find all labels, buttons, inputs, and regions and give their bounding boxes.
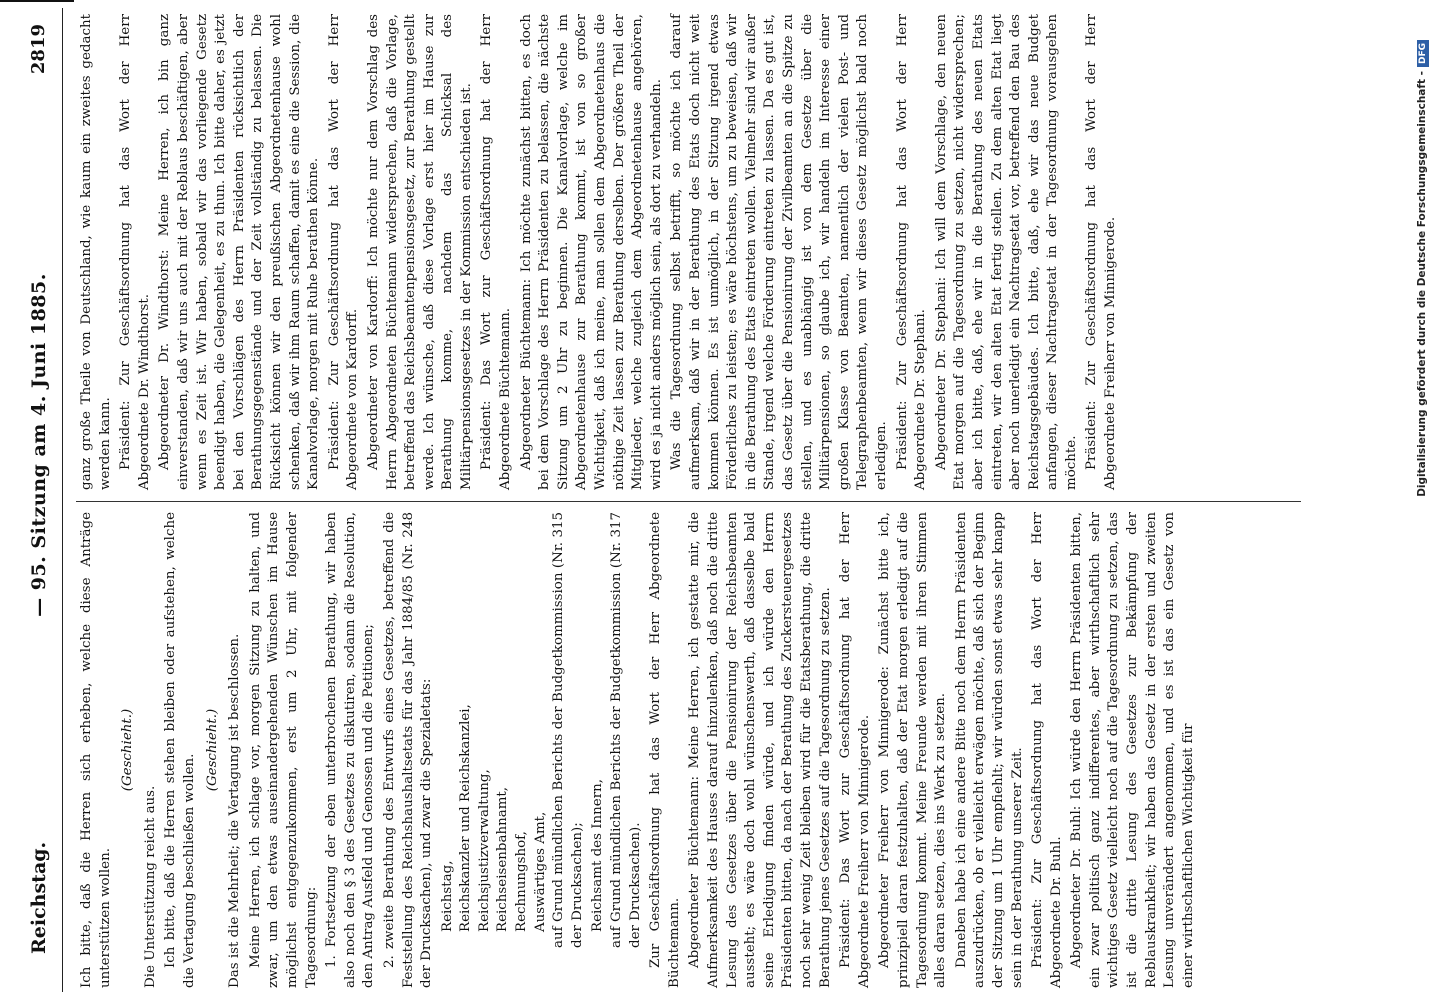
agenda-item: 2. zweite Berathung des Entwurfs eines Gesetzes, betreffend die Feststellung des Reichshaushaltsetats für das Jahr 1884/85 (Nr. 248 der Drucksachen), und zwar die Spezialetats: xyxy=(381,512,435,988)
column-divider xyxy=(76,501,1301,502)
header-session: — 95. Sitzung am 4. Juni 1885. xyxy=(28,273,50,617)
speech: Präsident: Das Wort zur Geschäftsordnung hat der Herr Abgeordnete Büchtemann. xyxy=(479,14,514,490)
agenda-note: auf Grund mündlichen Berichts der Budgetkommission (Nr. 317 der Drucksachen). xyxy=(609,512,643,948)
speech: Präsident: Zur Geschäftsordnung hat das Wort der Herr Abgeordnete von Kardorff. xyxy=(326,14,361,490)
speech: Abgeordneter Freiherr von Minnigerode: Zunächst bitte ich, prinzipiell daran festzuhalten, daß der Etat morgen erledigt auf die Tagesordnung kommt. Meine Freunde werden mit ihren Stimmen alles daran setzen, dies ins Werk zu setzen. xyxy=(877,512,949,988)
speech: Abgeordneter von Kardorff: Ich möchte nur dem Vorschlag des Herrn Abgeordneten Büchtemann widersprechen, daß die Vorlage, betreffend das Reichsbeamtenpensionsgesetz, zur Berathung gestellt werde. Ich wünsche, daß diese Vorlage erst hier im Hause zur Berathung komme, nachdem das Schicksal des Militärpensionsgesetzes in der Kommission entschieden ist. xyxy=(365,14,474,490)
agenda-subitem: Reichskanzler und Reichskanzlei, xyxy=(458,704,474,932)
page-header xyxy=(18,8,63,992)
agenda-subitem: Reichstag, xyxy=(439,860,455,932)
speech: Was die Tagesordnung selbst betrifft, so möchte ich darauf aufmerksam, daß wir in der Berathung des Etats doch nicht weit kommen können. Es ist unmöglich, in der Sitzung irgend etwas Förderliches zu leisten; es wäre höchstens, um zu beweisen, daß wir in die Berathung des Etats eintreten wollen. Vielmehr sind wir außer Stande, irgend welche Förderung eintreten zu lassen. Da es gut ist, das Gesetz über die Pensionirung der Zivilbeamten an die Spitze zu stellen, und es unabhängig ist von dem Gesetze über die Militärpensionen, so glaube ich, wir handeln im Interesse einer großen Klasse von Beamten, namentlich der vielen Post- und Telegraphenbeamten, wenn wir dieses Gesetz möglichst bald noch erledigen. xyxy=(669,14,889,490)
page-number: 2819 xyxy=(28,24,49,75)
speech: Abgeordneter Dr. Buhl: Ich würde den Herrn Präsidenten bitten, ein zwar politisch ganz indifferentes, aber wirthschaftlich sehr wichtiges Gesetz vielleicht noch auf die Tagesordnung zu setzen, das ist die dritte Lesung des Gesetzes zur Bekämpfung der Reblauskrankheit; wir haben das Gesetz in der ersten und zweiten Lesung unverändert angenommen, und es ist das ein Gesetz von einer wirthschaftlichen Wichtigkeit für xyxy=(1069,512,1196,988)
agenda-subitem: Auswärtiges Amt, xyxy=(532,811,548,932)
paragraph: Ich bitte, daß die Herren stehen bleiben oder aufstehen, welche die Vertagung beschließen wollen. xyxy=(163,512,197,988)
paragraph: Zur Geschäftsordnung hat das Wort der Herr Abgeordnete Büchtemann. xyxy=(648,512,682,988)
document-page xyxy=(18,8,1398,992)
speech: Abgeordneter Dr. Stephani: Ich will dem Vorschlage, den neuen Etat morgen auf die Tagesordnung zu setzen, nicht widersprechen; aber ich bitte, daß, ehe wir in die Berathung des neuen Etats eintreten, wir den alten Etat fertig stellen. Zu dem alten Etat liegt aber noch unerledigt ein Nachtragsetat vor, betreffend den Bau des Reichstagsgebäudes. Ich bitte, daß, ehe wir das neue Budget anfangen, dieser Nachtragsetat in der Tagesordnung vorausgehen möchte. xyxy=(933,14,1079,490)
speech: Präsident: Zur Geschäftsordnung hat das Wort der Herr Abgeordnete Freiherr von Minnigerode. xyxy=(1084,14,1119,490)
speech: Abgeordneter Büchtemann: Ich möchte zunächst bitten, es doch bei dem Vorschlage des Herrn Präsidenten zu belassen, die nächste Sitzung um 2 Uhr zu beginnen. Die Kanalvorlage, welche im Abgeordnetenhause zur Berathung kommt, ist von so großer Wichtigkeit, daß ich meine, man sollen dem Abgeordnetenhaus die nöthige Zeit lassen zur Berathung derselben. Der größere Theil der Mitglieder, welche zugleich dem Abgeordnetenhause angehören, wird es ja nicht anders möglich sein, als dort zu verhandeln. xyxy=(518,14,664,490)
stage-direction: (Geschieht.) xyxy=(204,708,220,792)
agenda-subitem: Rechnungshof, xyxy=(514,831,530,932)
header-title: Reichstag. xyxy=(28,841,50,954)
right-column xyxy=(78,14,1123,490)
stage-direction: (Geschieht.) xyxy=(120,708,136,792)
paragraph: Die Unterstützung reicht aus. xyxy=(142,785,158,988)
agenda-subitem: Reichsamt des Innern, xyxy=(590,779,606,932)
speech: Abgeordneter Dr. Windthorst: Meine Herren, ich bin ganz einverstanden, daß wir uns auch mit der Reblaus beschäftigen, aber wenn es Zeit ist. Wir haben, sobald wir das vorliegende Gesetz beendigt haben, die Gelegenheit, es zu thun. Ich bitte daher, es jetzt bei den Vorschlägen des Herrn Präsidenten rücksichtlich der Berathungsgegenstände und der Zeit vollständig zu belassen. Die Rücksicht können wir den preußischen Abgeordnetenhause wohl schenken, daß wir ihm Raum schaffen, damit es eine die Session, die Kanalvorlage, morgen mit Ruhe berathen könne. xyxy=(157,14,322,490)
credit-text-line xyxy=(1409,40,1432,1000)
paragraph: ganz große Theile von Deutschland, wie kaum ein zweites gedacht werden kann. xyxy=(79,14,113,490)
speech: Präsident: Das Wort zur Geschäftsordnung hat der Herr Abgeordnete Freiherr von Minnigerode. xyxy=(838,512,872,988)
agenda-subitem: Reichseisenbahnamt, xyxy=(495,786,511,932)
agenda-note: auf Grund mündlichen Berichts der Budgetkommission (Nr. 315 der Drucksachen); xyxy=(551,512,585,948)
speech: Präsident: Zur Geschäftsordnung hat das Wort der Herr Abgeordnete Dr. Buhl. xyxy=(1030,512,1064,988)
speech: Daneben habe ich eine andere Bitte noch dem Herrn Präsidenten auszudrücken, ob er vielleicht erwägen möchte, daß sich der Beginn der Sitzung um 1 Uhr empfiehlt; wir würden sonst etwas sehr knapp sein in der Berathung unserer Zeit. xyxy=(953,512,1025,988)
digitization-credit xyxy=(1405,40,1431,1000)
credit-text: Digitalisierung gefördert durch die Deutsche Forschungsgemeinschaft - xyxy=(1416,71,1428,497)
speech: Abgeordneter Büchtemann: Meine Herren, ich gestatte mir, die Aufmerksamkeit des Hauses darauf hinzulenken, daß noch die dritte Lesung des Gesetzes über die Pensionirung der Reichsbeamten aussteht; es wäre doch wohl wünschenswerth, daß dasselbe bald seine Erledigung finden würde, und ich würde den Herrn Präsidenten bitten, da nach der Berathung des Zuckersteuergesetzes noch sehr wenig Zeit bleiben wird für die Etatsberathung, die dritte Berathung jenes Gesetzes auf die Tagesordnung zu setzen. xyxy=(687,512,833,988)
paragraph: Ich bitte, daß die Herren sich erheben, welche diese Anträge unterstützen wollen. xyxy=(79,512,113,988)
dfg-logo: DFG xyxy=(1417,40,1429,67)
agenda-item: 1. Fortsetzung der eben unterbrochenen Berathung, wir haben also noch den § 3 des Gesetzes zu diskutiren, sodann die Resolution, den Antrag Ausfeld und Genossen und die Petitionen; xyxy=(324,512,377,988)
paragraph: Meine Herren, ich schlage vor, morgen Sitzung zu halten, und zwar, um den etwas auseinandergehenden Wünschen im Hause möglichst entgegenzukommen, erst um 2 Uhr, mit folgender Tagesordnung: xyxy=(247,512,319,988)
left-column xyxy=(78,512,1200,988)
speech: Präsident: Zur Geschäftsordnung hat das Wort der Herr Abgeordnete Dr. Windthorst. xyxy=(118,14,152,490)
agenda-subitem: Reichsjustizverwaltung, xyxy=(476,769,492,932)
speech: Präsident: Zur Geschäftsordnung hat das Wort der Herr Abgeordnete Dr. Stephani. xyxy=(894,14,929,490)
paragraph: Das ist die Mehrheit; die Vertagung ist beschlossen. xyxy=(227,633,243,988)
